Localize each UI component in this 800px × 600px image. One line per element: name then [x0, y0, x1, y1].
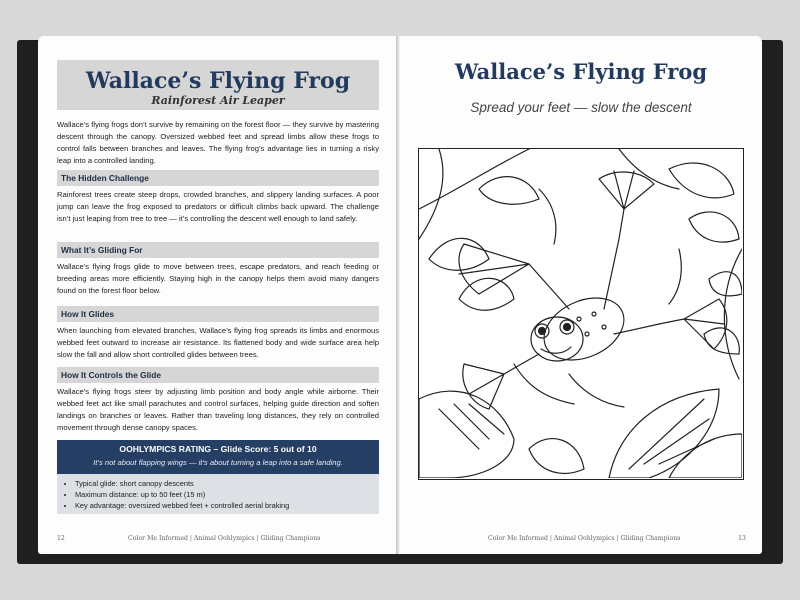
leaf	[689, 212, 739, 242]
rating-band	[57, 440, 379, 474]
flying-frog-line-art	[419, 149, 742, 478]
page-number-left: 12	[57, 535, 65, 542]
leaf	[609, 389, 719, 478]
coloring-title: Wallace’s Flying Frog	[454, 59, 708, 84]
rating-bullet: • Key advantage: oversized webbed feet + controlled aerial braking	[75, 500, 289, 511]
section-text-gliding-for: Wallace’s flying frogs glide to move between trees, escape predators, and reach feeding or breeding areas more efficiently. Staying high in the canopy helps them avoid many dangers found on the forest floor below.	[57, 262, 379, 295]
leaf	[529, 439, 584, 474]
coloring-subtitle: Spread your feet — slow the descent	[470, 100, 692, 115]
webbed-foot	[599, 171, 654, 209]
coloring-illustration	[418, 148, 744, 480]
rating-list	[67, 478, 289, 511]
section-heading-how-it-glides: How It Glides	[57, 306, 379, 322]
leaf	[709, 272, 742, 296]
leaf	[704, 328, 739, 354]
leaf	[479, 177, 539, 205]
page-title: Wallace’s Flying Frog	[85, 68, 351, 94]
right-page	[400, 36, 762, 554]
section-text-controls-glide: Wallace’s flying frogs steer by adjusting limb position and body angle while airborne. Their webbed feet act like small parachutes and control surfaces, helping guide direction and soften landings on branches or leaves. Rather than traveling long distances, they rely on controlled movement through dense canopy spaces.	[57, 387, 379, 432]
title-box	[57, 60, 379, 110]
footer-text-left: Color Me Informed | Animal Oohlympics | Gliding Champions	[128, 535, 321, 542]
leaf	[419, 391, 514, 478]
page-number-right: 13	[738, 535, 746, 542]
vine	[419, 149, 443, 239]
intro-paragraph: Wallace’s flying frogs don’t survive by remaining on the forest floor — they survive by mastering descent through the canopy. Oversized webbed feet and spread limbs allow these frogs to control falls between branches and leaves. The flying frog’s advantage lies in turning a risky leap into a controlled landing.	[57, 120, 379, 165]
leaf	[669, 163, 734, 198]
leaf	[669, 434, 742, 478]
webbed-foot	[463, 364, 504, 409]
rating-quote: It’s not about flapping wings — it’s about turning a leap into a safe landing.	[93, 458, 343, 467]
section-text-hidden-challenge: Rainforest trees create steep drops, crowded branches, and slippery landing surfaces. A poor jump can leave the frog exposed to predators or difficult climbs back upward. The challenge isn’t just leaping from tree to tree — it’s controlling the descent well enough to land safely.	[57, 190, 379, 223]
rating-bullet: • Typical glide: short canopy descents	[75, 478, 289, 489]
rating-bullet: • Maximum distance: up to 50 feet (15 m)	[75, 489, 289, 500]
frog-leg	[529, 264, 569, 309]
footer-text-right: Color Me Informed | Animal Oohlympics | Gliding Champions	[488, 535, 681, 542]
section-heading-gliding-for: What It’s Gliding For	[57, 242, 379, 258]
page-subtitle: Rainforest Air Leaper	[151, 94, 285, 107]
rating-box	[57, 440, 379, 514]
rating-title: OOHLYMPICS RATING – Glide Score: 5 out of 10	[119, 444, 317, 454]
webbed-foot	[684, 299, 727, 349]
section-heading-hidden-challenge: The Hidden Challenge	[57, 170, 379, 186]
section-text-how-it-glides: When launching from elevated branches, Wallace’s flying frog spreads its limbs and enormous webbed feet outward to increase air resistance. Its flattened body and wide surface area help slow the fall and allow short controlled glides between trees.	[57, 326, 379, 359]
vine	[419, 149, 529, 209]
vine	[724, 249, 742, 379]
left-page	[38, 36, 398, 554]
section-heading-controls-glide: How It Controls the Glide	[57, 367, 379, 383]
frog-leg	[604, 209, 624, 309]
frog-leg	[504, 354, 539, 374]
